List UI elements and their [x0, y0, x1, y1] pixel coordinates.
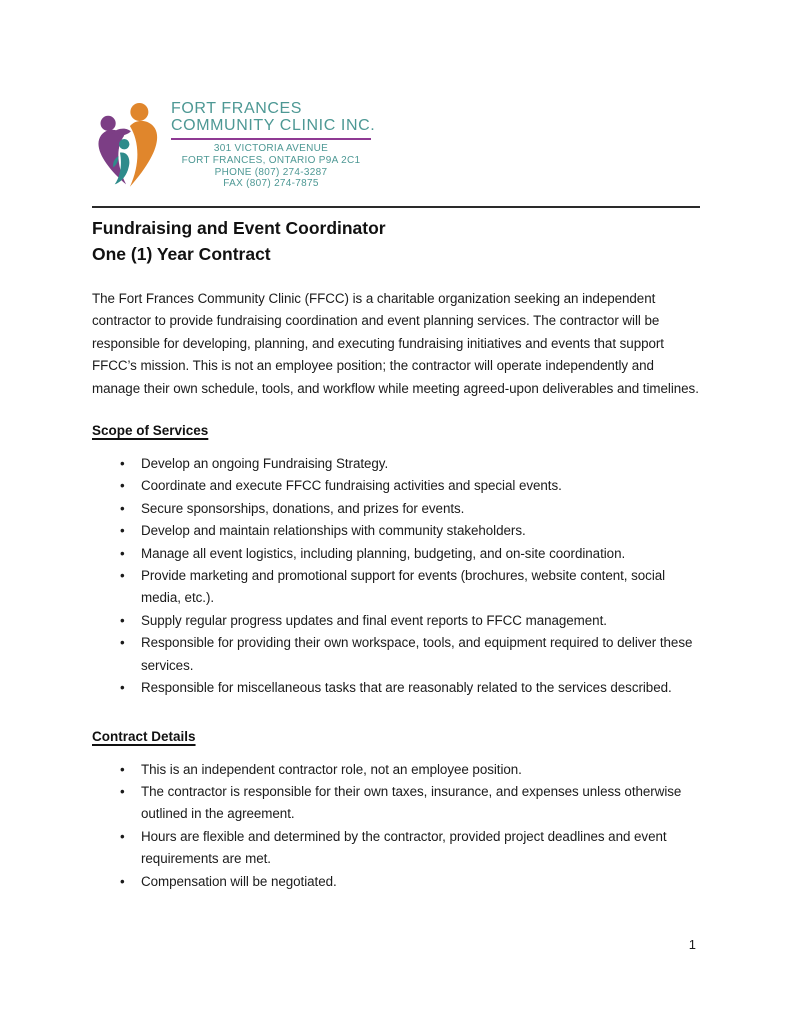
intro-paragraph: The Fort Frances Community Clinic (FFCC) is a charitable organization seeking an independent contractor to provide fundraising coordination and event planning services. The contractor will be responsible for developing, planning, and executing fundraising initiatives and events that support FFCC’s mission. This is not an employee position; the contractor will operate independently and manage their own schedule, tools, and workflow while meeting agreed-upon deliverables and timelines.: [92, 291, 699, 396]
logo-purple-divider: [171, 138, 371, 140]
document-title: [92, 215, 700, 267]
logo-address-street: 301 VICTORIA AVENUE: [213, 143, 329, 154]
logo-org-name-line1: FORT FRANCES: [171, 100, 303, 117]
logo-address-city: FORT FRANCES, ONTARIO P9A 2C1: [181, 154, 361, 166]
bullet-item: • Responsible for providing their own workspace, tools, and equipment required to deliver these services.: [120, 632, 700, 677]
logo-phone: PHONE (807) 274-3287: [214, 166, 328, 178]
logo-text-block: [171, 100, 375, 190]
bullet-list-scope-of-services: [92, 453, 700, 699]
bullet-item: • Coordinate and execute FFCC fundraising activities and special events.: [120, 475, 700, 497]
bullet-item: • Hours are flexible and determined by the contractor, provided project deadlines and event requirements are met.: [120, 826, 700, 871]
bullet-list-contract-details: [92, 759, 700, 893]
header-divider: [92, 206, 700, 208]
bullet-item: • Manage all event logistics, including planning, budgeting, and on-site coordination.: [120, 543, 700, 565]
bullet-item: • This is an independent contractor role, not an employee position.: [120, 759, 700, 781]
bullet-item: • Compensation will be negotiated.: [120, 871, 700, 893]
logo-fax: FAX (807) 274-7875: [223, 178, 319, 190]
bullet-item: • Provide marketing and promotional support for events (brochures, website content, social media, etc.).: [120, 565, 700, 610]
logo-heart-figures-icon: [92, 101, 164, 193]
section-heading-scope-of-services: Scope of Services: [92, 423, 209, 439]
document-title-line1: Fundraising and Event Coordinator: [92, 218, 386, 238]
page-number: 1: [688, 937, 696, 952]
bullet-item: • Responsible for miscellaneous tasks that are reasonably related to the services described.: [120, 677, 700, 699]
clinic-logo: [92, 100, 700, 193]
bullet-item: • Supply regular progress updates and final event reports to FFCC management.: [120, 610, 700, 632]
bullet-item: • Secure sponsorships, donations, and prizes for events.: [120, 498, 700, 520]
document-title-line2: One (1) Year Contract: [92, 244, 271, 264]
logo-org-name-line2: COMMUNITY CLINIC INC.: [171, 116, 376, 134]
bullet-item: • Develop and maintain relationships with community stakeholders.: [120, 520, 700, 542]
section-heading-contract-details: Contract Details: [92, 728, 196, 744]
bullet-item: • The contractor is responsible for their own taxes, insurance, and expenses unless otherwise outlined in the agreement.: [120, 781, 700, 826]
logo-address-block: [171, 143, 371, 190]
bullet-item: • Develop an ongoing Fundraising Strategy.: [120, 453, 700, 475]
